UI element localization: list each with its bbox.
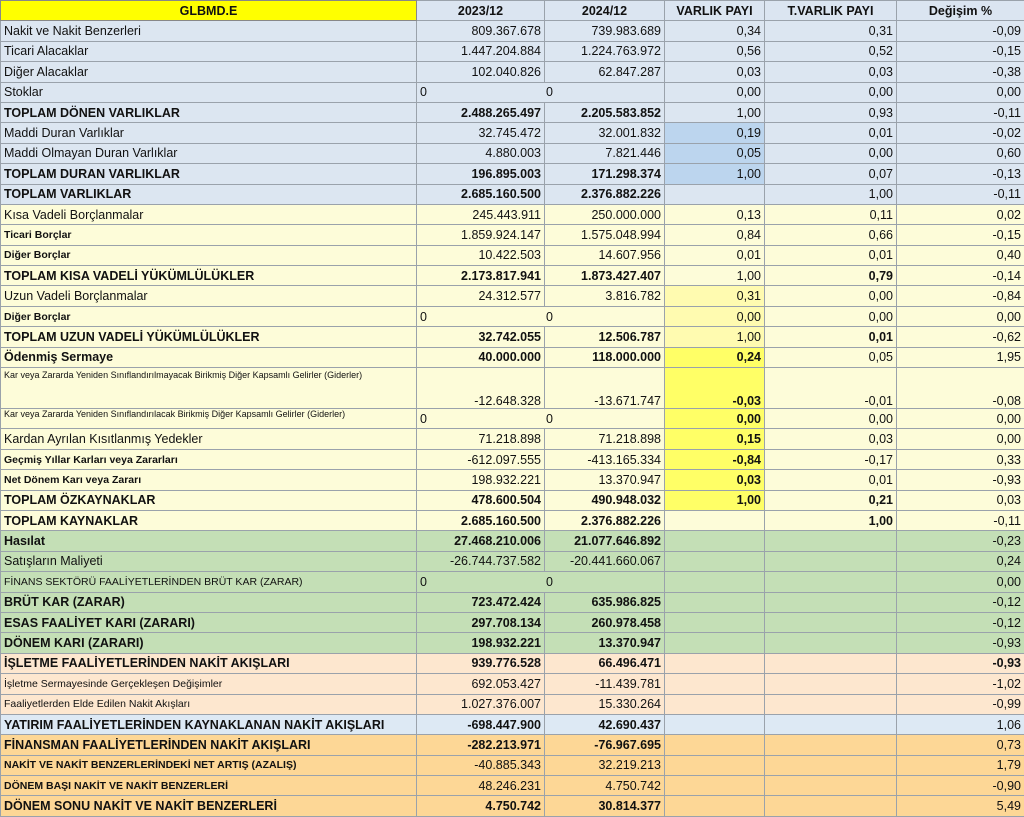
table-row bbox=[1, 633, 1024, 653]
varlik-payi: 0,01 bbox=[665, 245, 765, 265]
table-row bbox=[1, 449, 1024, 469]
value-2024: 2.376.882.226 bbox=[545, 510, 665, 530]
degisim-percent: 0,00 bbox=[897, 409, 1024, 429]
varlik-payi: 0,31 bbox=[665, 286, 765, 306]
degisim-percent: 1,95 bbox=[897, 347, 1024, 367]
row-label-donem-basi-nakit-ve-nakit-benzerleri: DÖNEM BAŞI NAKİT VE NAKİT BENZERLERİ bbox=[1, 776, 417, 796]
row-label-kar-veya-zararda-yeniden-siniflandirilacak-birik: Kar veya Zararda Yeniden Sınıflandırılacak Birikmiş Diğer Kapsamlı Gelirler (Giderler) bbox=[1, 409, 417, 429]
value-2023: 71.218.898 bbox=[417, 429, 545, 449]
table-row bbox=[1, 510, 1024, 530]
value-2024: 2.376.882.226 bbox=[545, 184, 665, 204]
tvarlik-payi: 0,01 bbox=[765, 245, 897, 265]
value-2024: 14.607.956 bbox=[545, 245, 665, 265]
tvarlik-payi: 0,03 bbox=[765, 429, 897, 449]
varlik-payi: 0,13 bbox=[665, 204, 765, 224]
table-row bbox=[1, 409, 1024, 429]
degisim-percent: -0,62 bbox=[897, 327, 1024, 347]
degisim-percent: -0,11 bbox=[897, 510, 1024, 530]
varlik-payi: 1,00 bbox=[665, 102, 765, 122]
tvarlik-payi: 0,00 bbox=[765, 82, 897, 102]
tvarlik-payi: 0,00 bbox=[765, 286, 897, 306]
degisim-percent: 0,73 bbox=[897, 735, 1024, 755]
table-row bbox=[1, 225, 1024, 245]
varlik-payi: 1,00 bbox=[665, 164, 765, 184]
degisim-percent: 0,02 bbox=[897, 204, 1024, 224]
header-row bbox=[1, 1, 1024, 21]
varlik-payi-empty bbox=[665, 776, 765, 796]
value-2023: 10.422.503 bbox=[417, 245, 545, 265]
degisim-percent: -0,02 bbox=[897, 123, 1024, 143]
col-header-degisim: Değişim % bbox=[897, 1, 1024, 21]
table-row bbox=[1, 531, 1024, 551]
degisim-percent: 0,00 bbox=[897, 306, 1024, 326]
value-2024: 118.000.000 bbox=[545, 347, 665, 367]
value-2024: 66.496.471 bbox=[545, 653, 665, 673]
value-2024: 0 bbox=[546, 575, 661, 589]
tvarlik-payi-empty bbox=[765, 531, 897, 551]
varlik-payi-empty bbox=[665, 674, 765, 694]
value-2024: 635.986.825 bbox=[545, 592, 665, 612]
varlik-payi bbox=[665, 510, 765, 530]
zero-values bbox=[417, 306, 665, 326]
degisim-percent: 5,49 bbox=[897, 796, 1024, 816]
varlik-payi-empty bbox=[665, 755, 765, 775]
table-row bbox=[1, 266, 1024, 286]
tvarlik-payi: 0,01 bbox=[765, 123, 897, 143]
col-header-2023: 2023/12 bbox=[417, 1, 545, 21]
degisim-percent: -0,93 bbox=[897, 653, 1024, 673]
varlik-payi: -0,84 bbox=[665, 449, 765, 469]
varlik-payi: -0,03 bbox=[665, 368, 765, 409]
row-label-kar-veya-zararda-yeniden-siniflandirilmayacak-bi: Kar veya Zararda Yeniden Sınıflandırılmayacak Birikmiş Diğer Kapsamlı Gelirler (Giderler) bbox=[1, 368, 417, 409]
value-2023: 692.053.427 bbox=[417, 674, 545, 694]
table-row bbox=[1, 102, 1024, 122]
value-2023: 40.000.000 bbox=[417, 347, 545, 367]
row-label-nakit-ve-nakit-benzerleri: Nakit ve Nakit Benzerleri bbox=[1, 21, 417, 41]
tvarlik-payi: -0,01 bbox=[765, 368, 897, 409]
tvarlik-payi-empty bbox=[765, 796, 897, 816]
value-2024: 3.816.782 bbox=[545, 286, 665, 306]
degisim-percent: -0,23 bbox=[897, 531, 1024, 551]
varlik-payi-empty bbox=[665, 796, 765, 816]
varlik-payi-empty bbox=[665, 572, 765, 592]
tvarlik-payi: 0,01 bbox=[765, 470, 897, 490]
value-2023: 1.447.204.884 bbox=[417, 41, 545, 61]
tvarlik-payi-empty bbox=[765, 592, 897, 612]
value-2023: 2.685.160.500 bbox=[417, 510, 545, 530]
value-2023: 245.443.911 bbox=[417, 204, 545, 224]
value-2024: 13.370.947 bbox=[545, 470, 665, 490]
table-row bbox=[1, 306, 1024, 326]
tvarlik-payi-empty bbox=[765, 572, 897, 592]
row-label-gecmis-yillar-karlari-veya-zararlari: Geçmiş Yıllar Karları veya Zararları bbox=[1, 449, 417, 469]
value-2024: 12.506.787 bbox=[545, 327, 665, 347]
tvarlik-payi-empty bbox=[765, 633, 897, 653]
row-label-nakit-ve-nakit-benzerlerindeki-net-artis-azalis: NAKİT VE NAKİT BENZERLERİNDEKİ NET ARTIŞ (AZALIŞ) bbox=[1, 755, 417, 775]
table-row bbox=[1, 694, 1024, 714]
table-row bbox=[1, 572, 1024, 592]
value-2023: 198.932.221 bbox=[417, 470, 545, 490]
value-2023: 0 bbox=[420, 412, 427, 426]
value-2024: 30.814.377 bbox=[545, 796, 665, 816]
table-row bbox=[1, 429, 1024, 449]
value-2023: 297.708.134 bbox=[417, 612, 545, 632]
value-2024: 171.298.374 bbox=[545, 164, 665, 184]
row-label-toplam-donen-varliklar: TOPLAM DÖNEN VARLIKLAR bbox=[1, 102, 417, 122]
tvarlik-payi: 0,07 bbox=[765, 164, 897, 184]
tvarlik-payi-empty bbox=[765, 755, 897, 775]
row-label-donem-kari-zarari: DÖNEM KARI (ZARARI) bbox=[1, 633, 417, 653]
tvarlik-payi: 1,00 bbox=[765, 510, 897, 530]
degisim-percent: -0,93 bbox=[897, 470, 1024, 490]
table-row bbox=[1, 796, 1024, 816]
varlik-payi-empty bbox=[665, 694, 765, 714]
table-row bbox=[1, 123, 1024, 143]
row-label-donem-sonu-nakit-ve-nakit-benzerleri: DÖNEM SONU NAKİT VE NAKİT BENZERLERİ bbox=[1, 796, 417, 816]
table-row bbox=[1, 204, 1024, 224]
row-label-ticari-borclar: Ticari Borçlar bbox=[1, 225, 417, 245]
value-2024: 250.000.000 bbox=[545, 204, 665, 224]
table-row bbox=[1, 653, 1024, 673]
value-2024: -13.671.747 bbox=[545, 368, 665, 409]
value-2023: 2.173.817.941 bbox=[417, 266, 545, 286]
value-2023: 198.932.221 bbox=[417, 633, 545, 653]
value-2023: -698.447.900 bbox=[417, 714, 545, 734]
degisim-percent: 0,00 bbox=[897, 82, 1024, 102]
table-row bbox=[1, 470, 1024, 490]
row-label-kisa-vadeli-borclanmalar: Kısa Vadeli Borçlanmalar bbox=[1, 204, 417, 224]
value-2024: 260.978.458 bbox=[545, 612, 665, 632]
value-2024: -76.967.695 bbox=[545, 735, 665, 755]
table-row bbox=[1, 347, 1024, 367]
table-row bbox=[1, 674, 1024, 694]
tvarlik-payi-empty bbox=[765, 674, 897, 694]
value-2024: 739.983.689 bbox=[545, 21, 665, 41]
table-row bbox=[1, 612, 1024, 632]
ticker-title: GLBMD.E bbox=[1, 1, 417, 21]
table-row bbox=[1, 41, 1024, 61]
row-label-finansman-faaliyetlerinden-nakit-akislari: FİNANSMAN FAALİYETLERİNDEN NAKİT AKIŞLARI bbox=[1, 735, 417, 755]
value-2024: 1.224.763.972 bbox=[545, 41, 665, 61]
degisim-percent: -0,93 bbox=[897, 633, 1024, 653]
tvarlik-payi: 0,00 bbox=[765, 306, 897, 326]
varlik-payi-empty bbox=[665, 612, 765, 632]
row-label-toplam-uzun-vadeli-yukumlulukler: TOPLAM UZUN VADELİ YÜKÜMLÜLÜKLER bbox=[1, 327, 417, 347]
table-row bbox=[1, 82, 1024, 102]
row-label-diger-borclar: Diğer Borçlar bbox=[1, 306, 417, 326]
table-row bbox=[1, 755, 1024, 775]
table-row bbox=[1, 551, 1024, 571]
varlik-payi bbox=[665, 184, 765, 204]
table-row bbox=[1, 164, 1024, 184]
zero-values bbox=[417, 572, 665, 592]
value-2024: 15.330.264 bbox=[545, 694, 665, 714]
degisim-percent: -1,02 bbox=[897, 674, 1024, 694]
varlik-payi-empty bbox=[665, 633, 765, 653]
col-header-2024: 2024/12 bbox=[545, 1, 665, 21]
varlik-payi: 0,00 bbox=[665, 82, 765, 102]
degisim-percent: -0,15 bbox=[897, 41, 1024, 61]
row-label-stoklar: Stoklar bbox=[1, 82, 417, 102]
row-label-toplam-kaynaklar: TOPLAM KAYNAKLAR bbox=[1, 510, 417, 530]
degisim-percent: 0,33 bbox=[897, 449, 1024, 469]
tvarlik-payi-empty bbox=[765, 612, 897, 632]
value-2024: 0 bbox=[546, 412, 661, 426]
tvarlik-payi: 0,01 bbox=[765, 327, 897, 347]
row-label-kardan-ayrilan-kisitlanmis-yedekler: Kardan Ayrılan Kısıtlanmış Yedekler bbox=[1, 429, 417, 449]
value-2023: 102.040.826 bbox=[417, 62, 545, 82]
tvarlik-payi: 0,11 bbox=[765, 204, 897, 224]
varlik-payi-empty bbox=[665, 551, 765, 571]
value-2024: 42.690.437 bbox=[545, 714, 665, 734]
row-label-toplam-duran-varliklar: TOPLAM DURAN VARLIKLAR bbox=[1, 164, 417, 184]
degisim-percent: -0,09 bbox=[897, 21, 1024, 41]
value-2023: 48.246.231 bbox=[417, 776, 545, 796]
row-label-yatirim-faaliyetlerinden-kaynaklanan-nakit-akisl: YATIRIM FAALİYETLERİNDEN KAYNAKLANAN NAKİT AKIŞLARI bbox=[1, 714, 417, 734]
varlik-payi: 0,03 bbox=[665, 62, 765, 82]
degisim-percent: 0,40 bbox=[897, 245, 1024, 265]
value-2023: 723.472.424 bbox=[417, 592, 545, 612]
degisim-percent: 0,00 bbox=[897, 572, 1024, 592]
table-row bbox=[1, 143, 1024, 163]
value-2023: 27.468.210.006 bbox=[417, 531, 545, 551]
degisim-percent: -0,14 bbox=[897, 266, 1024, 286]
degisim-percent: 1,06 bbox=[897, 714, 1024, 734]
row-label-maddi-olmayan-duran-varliklar: Maddi Olmayan Duran Varlıklar bbox=[1, 143, 417, 163]
value-2024: 1.575.048.994 bbox=[545, 225, 665, 245]
value-2023: 809.367.678 bbox=[417, 21, 545, 41]
row-label-toplam-ozkaynaklar: TOPLAM ÖZKAYNAKLAR bbox=[1, 490, 417, 510]
varlik-payi: 0,00 bbox=[665, 306, 765, 326]
value-2023: 478.600.504 bbox=[417, 490, 545, 510]
value-2023: 196.895.003 bbox=[417, 164, 545, 184]
degisim-percent: -0,12 bbox=[897, 612, 1024, 632]
value-2024: -413.165.334 bbox=[545, 449, 665, 469]
tvarlik-payi: 0,31 bbox=[765, 21, 897, 41]
zero-values bbox=[417, 82, 665, 102]
row-label-hasilat: Hasılat bbox=[1, 531, 417, 551]
row-label-isletme-faaliyetlerinden-nakit-akislari: İŞLETME FAALİYETLERİNDEN NAKİT AKIŞLARI bbox=[1, 653, 417, 673]
value-2024: 7.821.446 bbox=[545, 143, 665, 163]
row-label-diger-alacaklar: Diğer Alacaklar bbox=[1, 62, 417, 82]
degisim-percent: 1,79 bbox=[897, 755, 1024, 775]
degisim-percent: -0,08 bbox=[897, 368, 1024, 409]
value-2024: 21.077.646.892 bbox=[545, 531, 665, 551]
value-2024: 32.219.213 bbox=[545, 755, 665, 775]
degisim-percent: -0,84 bbox=[897, 286, 1024, 306]
value-2023: 939.776.528 bbox=[417, 653, 545, 673]
value-2023: -40.885.343 bbox=[417, 755, 545, 775]
varlik-payi: 0,34 bbox=[665, 21, 765, 41]
varlik-payi: 0,56 bbox=[665, 41, 765, 61]
value-2023: -26.744.737.582 bbox=[417, 551, 545, 571]
table-row bbox=[1, 592, 1024, 612]
table-row bbox=[1, 21, 1024, 41]
value-2023: 0 bbox=[420, 575, 427, 589]
table-row bbox=[1, 327, 1024, 347]
varlik-payi-empty bbox=[665, 592, 765, 612]
varlik-payi: 0,15 bbox=[665, 429, 765, 449]
value-2023: 0 bbox=[420, 85, 427, 99]
row-label-ticari-alacaklar: Ticari Alacaklar bbox=[1, 41, 417, 61]
row-label-toplam-varliklar: TOPLAM VARLIKLAR bbox=[1, 184, 417, 204]
varlik-payi: 0,00 bbox=[665, 409, 765, 429]
tvarlik-payi: 0,79 bbox=[765, 266, 897, 286]
row-label-brut-kar-zarar: BRÜT KAR (ZARAR) bbox=[1, 592, 417, 612]
value-2023: 1.859.924.147 bbox=[417, 225, 545, 245]
row-label-net-donem-kari-veya-zarari: Net Dönem Karı veya Zararı bbox=[1, 470, 417, 490]
row-label-faaliyetlerden-elde-edilen-nakit-akislari: Faaliyetlerden Elde Edilen Nakit Akışları bbox=[1, 694, 417, 714]
value-2023: 32.745.472 bbox=[417, 123, 545, 143]
row-label-finans-sektoru-faaliyetlerinden-brut-kar-zarar: FİNANS SEKTÖRÜ FAALİYETLERİNDEN BRÜT KAR (ZARAR) bbox=[1, 572, 417, 592]
degisim-percent: -0,38 bbox=[897, 62, 1024, 82]
tvarlik-payi-empty bbox=[765, 735, 897, 755]
value-2023: 4.880.003 bbox=[417, 143, 545, 163]
tvarlik-payi: 0,00 bbox=[765, 409, 897, 429]
table-row bbox=[1, 368, 1024, 409]
row-label-odenmis-sermaye: Ödenmiş Sermaye bbox=[1, 347, 417, 367]
varlik-payi: 0,03 bbox=[665, 470, 765, 490]
varlik-payi: 0,84 bbox=[665, 225, 765, 245]
varlik-payi-empty bbox=[665, 531, 765, 551]
value-2024: -20.441.660.067 bbox=[545, 551, 665, 571]
value-2023: 1.027.376.007 bbox=[417, 694, 545, 714]
tvarlik-payi: 0,00 bbox=[765, 143, 897, 163]
tvarlik-payi: 0,52 bbox=[765, 41, 897, 61]
value-2023: 2.685.160.500 bbox=[417, 184, 545, 204]
value-2024: 1.873.427.407 bbox=[545, 266, 665, 286]
degisim-percent: 0,60 bbox=[897, 143, 1024, 163]
table-row bbox=[1, 776, 1024, 796]
row-label-maddi-duran-varliklar: Maddi Duran Varlıklar bbox=[1, 123, 417, 143]
tvarlik-payi: 0,05 bbox=[765, 347, 897, 367]
degisim-percent: -0,90 bbox=[897, 776, 1024, 796]
varlik-payi: 1,00 bbox=[665, 327, 765, 347]
table-row bbox=[1, 184, 1024, 204]
tvarlik-payi: 0,03 bbox=[765, 62, 897, 82]
tvarlik-payi: 0,21 bbox=[765, 490, 897, 510]
value-2024: 32.001.832 bbox=[545, 123, 665, 143]
row-label-diger-borclar: Diğer Borçlar bbox=[1, 245, 417, 265]
row-label-satislarin-maliyeti: Satışların Maliyeti bbox=[1, 551, 417, 571]
tvarlik-payi-empty bbox=[765, 653, 897, 673]
value-2024: 13.370.947 bbox=[545, 633, 665, 653]
value-2023: 4.750.742 bbox=[417, 796, 545, 816]
tvarlik-payi-empty bbox=[765, 694, 897, 714]
value-2023: 2.488.265.497 bbox=[417, 102, 545, 122]
value-2023: -282.213.971 bbox=[417, 735, 545, 755]
value-2024: -11.439.781 bbox=[545, 674, 665, 694]
table-row bbox=[1, 62, 1024, 82]
tvarlik-payi: 0,66 bbox=[765, 225, 897, 245]
table-row bbox=[1, 490, 1024, 510]
degisim-percent: -0,11 bbox=[897, 184, 1024, 204]
value-2023: 24.312.577 bbox=[417, 286, 545, 306]
degisim-percent: 0,00 bbox=[897, 429, 1024, 449]
value-2023: -12.648.328 bbox=[417, 368, 545, 409]
varlik-payi: 0,05 bbox=[665, 143, 765, 163]
varlik-payi: 1,00 bbox=[665, 490, 765, 510]
tvarlik-payi-empty bbox=[765, 776, 897, 796]
tvarlik-payi-empty bbox=[765, 551, 897, 571]
col-header-varlik-payi: VARLIK PAYI bbox=[665, 1, 765, 21]
degisim-percent: -0,12 bbox=[897, 592, 1024, 612]
tvarlik-payi: 0,93 bbox=[765, 102, 897, 122]
varlik-payi-empty bbox=[665, 735, 765, 755]
table-row bbox=[1, 735, 1024, 755]
row-label-esas-faaliyet-kari-zarari: ESAS FAALİYET KARI (ZARARI) bbox=[1, 612, 417, 632]
varlik-payi-empty bbox=[665, 714, 765, 734]
row-label-isletme-sermayesinde-gerceklesen-degisimler: İşletme Sermayesinde Gerçekleşen Değişimler bbox=[1, 674, 417, 694]
zero-values bbox=[417, 409, 665, 429]
value-2024: 4.750.742 bbox=[545, 776, 665, 796]
col-header-tvarlik-payi: T.VARLIK PAYI bbox=[765, 1, 897, 21]
row-label-toplam-kisa-vadeli-yukumlulukler: TOPLAM KISA VADELİ YÜKÜMLÜLÜKLER bbox=[1, 266, 417, 286]
tvarlik-payi-empty bbox=[765, 714, 897, 734]
value-2024: 62.847.287 bbox=[545, 62, 665, 82]
degisim-percent: 0,24 bbox=[897, 551, 1024, 571]
tvarlik-payi: -0,17 bbox=[765, 449, 897, 469]
degisim-percent: -0,11 bbox=[897, 102, 1024, 122]
varlik-payi: 0,24 bbox=[665, 347, 765, 367]
table-body bbox=[1, 21, 1024, 816]
varlik-payi-empty bbox=[665, 653, 765, 673]
tvarlik-payi: 1,00 bbox=[765, 184, 897, 204]
value-2024: 2.205.583.852 bbox=[545, 102, 665, 122]
table-row bbox=[1, 245, 1024, 265]
value-2023: 0 bbox=[420, 310, 427, 324]
degisim-percent: 0,03 bbox=[897, 490, 1024, 510]
degisim-percent: -0,15 bbox=[897, 225, 1024, 245]
value-2024: 71.218.898 bbox=[545, 429, 665, 449]
degisim-percent: -0,99 bbox=[897, 694, 1024, 714]
value-2024: 0 bbox=[546, 310, 661, 324]
varlik-payi: 1,00 bbox=[665, 266, 765, 286]
degisim-percent: -0,13 bbox=[897, 164, 1024, 184]
value-2023: 32.742.055 bbox=[417, 327, 545, 347]
value-2023: -612.097.555 bbox=[417, 449, 545, 469]
value-2024: 0 bbox=[546, 85, 661, 99]
value-2024: 490.948.032 bbox=[545, 490, 665, 510]
varlik-payi: 0,19 bbox=[665, 123, 765, 143]
row-label-uzun-vadeli-borclanmalar: Uzun Vadeli Borçlanmalar bbox=[1, 286, 417, 306]
table-row bbox=[1, 714, 1024, 734]
table-row bbox=[1, 286, 1024, 306]
